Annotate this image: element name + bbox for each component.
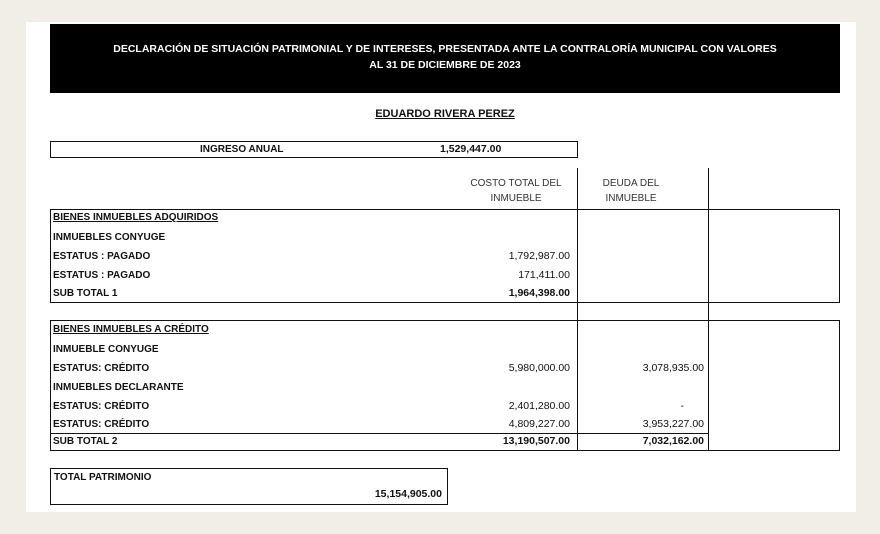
debt-header-line-1: DEUDA DEL (602, 178, 660, 189)
s1-row-1-label: INMUEBLES CONYUGE (53, 232, 166, 243)
debt-header-line-2: INMUEBLE (605, 193, 657, 204)
s2-subtotal-divider (50, 433, 708, 434)
s2-row-5-debt: 3,953,227.00 (642, 418, 704, 430)
s1-row-2-cost: 1,792,987.00 (508, 250, 570, 262)
s2-row-4-debt: - (680, 400, 684, 412)
title-line-1: DECLARACIÓN DE SITUACIÓN PATRIMONIAL Y DE INTERESES, PRESENTADA ANTE LA CONTRALORÍA MUNICIPAL CON VALORES (113, 43, 777, 55)
title-line-2: AL 31 DE DICIEMBRE DE 2023 (369, 59, 521, 71)
s2-subtotal-cost: 13,190,507.00 (502, 435, 570, 447)
cost-header-line-2: INMUEBLE (490, 193, 542, 204)
section-credit-title: BIENES INMUEBLES A CRÉDITO (53, 324, 209, 335)
income-value: 1,529,447.00 (440, 143, 502, 155)
s2-row-5-label: ESTATUS: CRÉDITO (53, 419, 150, 430)
s2-row-2-debt: 3,078,935.00 (642, 362, 704, 374)
s2-row-4-label: ESTATUS: CRÉDITO (53, 401, 150, 412)
title-banner (50, 24, 840, 93)
s1-row-2-label: ESTATUS : PAGADO (53, 251, 151, 262)
cost-column-header (458, 176, 574, 206)
s1-subtotal-cost: 1,964,398.00 (508, 287, 570, 299)
s2-row-2-cost: 5,980,000.00 (508, 362, 570, 374)
s2-row-5-cost: 4,809,227.00 (508, 418, 570, 430)
s2-row-1-label: INMUEBLE CONYUGE (53, 344, 159, 355)
s2-row-3-label: INMUEBLES DECLARANTE (53, 382, 184, 393)
section-acquired-title: BIENES INMUEBLES ADQUIRIDOS (53, 212, 219, 223)
s2-subtotal-debt: 7,032,162.00 (642, 435, 704, 447)
debt-column-header (596, 176, 666, 206)
total-label: TOTAL PATRIMONIO (54, 472, 152, 483)
total-value: 15,154,905.00 (374, 488, 442, 500)
s2-row-4-cost: 2,401,280.00 (508, 400, 570, 412)
s1-row-3-label: ESTATUS : PAGADO (53, 270, 151, 281)
cost-header-line-1: COSTO TOTAL DEL (470, 178, 562, 189)
income-label: INGRESO ANUAL (200, 144, 284, 155)
s2-row-2-label: ESTATUS: CRÉDITO (53, 363, 150, 374)
s1-row-3-cost: 171,411.00 (518, 269, 570, 281)
declarant-name: EDUARDO RIVERA PEREZ (375, 108, 515, 120)
s2-subtotal-label: SUB TOTAL 2 (53, 436, 118, 447)
s1-subtotal-label: SUB TOTAL 1 (53, 288, 118, 299)
